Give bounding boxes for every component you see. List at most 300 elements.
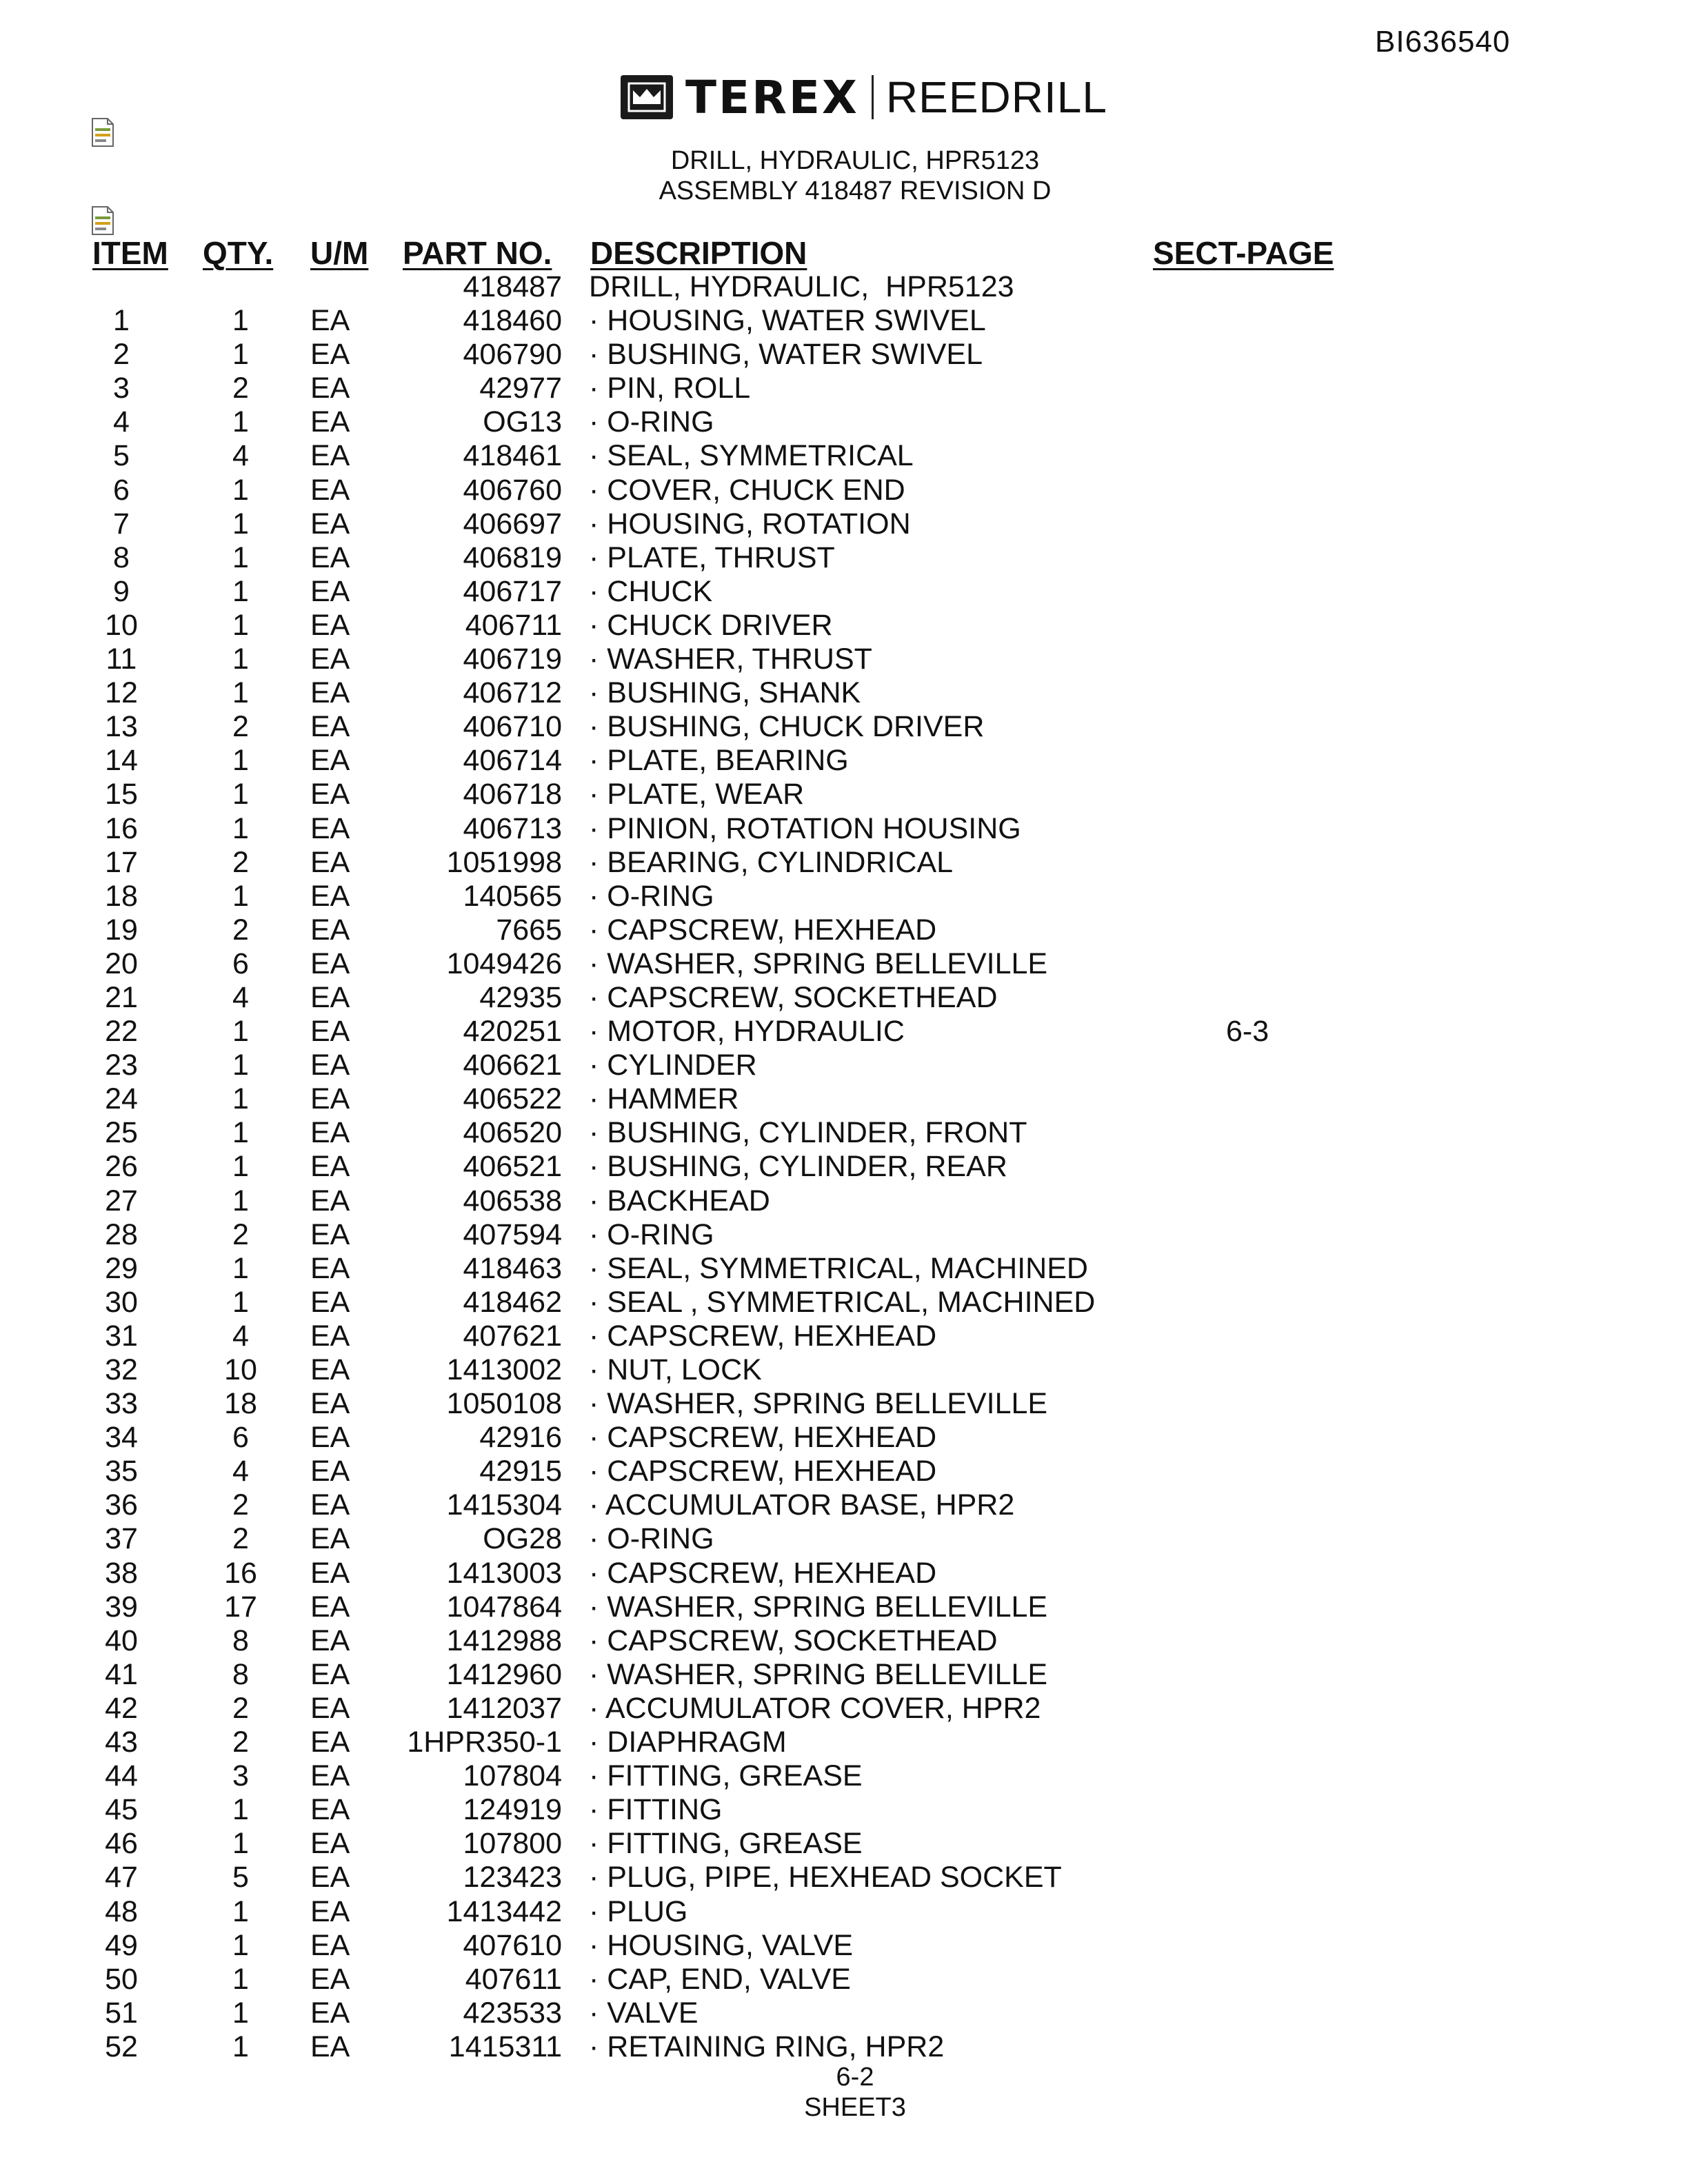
unit-of-measure: EA xyxy=(310,1861,350,1894)
item-number: 24 xyxy=(105,1082,138,1116)
part-number: 406713 xyxy=(463,811,562,845)
description: · BUSHING, WATER SWIVEL xyxy=(589,338,983,372)
table-row xyxy=(0,1624,1688,1658)
unit-of-measure: EA xyxy=(310,744,350,778)
document-link-icon[interactable] xyxy=(90,205,116,236)
part-number: 1415311 xyxy=(448,2030,562,2063)
quantity: 1 xyxy=(232,1793,249,1827)
description: · FITTING, GREASE xyxy=(589,1827,863,1861)
terex-crown-logo-icon xyxy=(621,75,673,119)
part-number: 406719 xyxy=(463,643,562,676)
description: · CAPSCREW, HEXHEAD xyxy=(589,913,937,947)
item-number: 10 xyxy=(105,608,138,642)
quantity: 17 xyxy=(224,1590,257,1624)
part-number: 1413003 xyxy=(446,1556,562,1590)
quantity: 1 xyxy=(232,473,249,507)
description: · BACKHEAD xyxy=(589,1184,770,1217)
unit-of-measure: EA xyxy=(310,540,350,574)
description: · ACCUMULATOR COVER, HPR2 xyxy=(589,1691,1041,1725)
unit-of-measure: EA xyxy=(310,1217,350,1251)
table-row xyxy=(0,913,1688,947)
part-number: 406712 xyxy=(463,676,562,710)
part-number: 418462 xyxy=(463,1285,562,1319)
quantity: 1 xyxy=(232,811,249,845)
part-number: 1HPR350-1 xyxy=(407,1726,562,1759)
description: · BUSHING, CYLINDER, FRONT xyxy=(589,1116,1027,1150)
description: · PLATE, BEARING xyxy=(589,744,849,778)
quantity: 2 xyxy=(232,372,249,405)
part-number: 418487 xyxy=(463,270,562,303)
quantity: 1 xyxy=(232,1251,249,1285)
table-row xyxy=(0,1252,1688,1286)
description: · CAP, END, VALVE xyxy=(589,1962,851,1996)
part-number: 107804 xyxy=(463,1759,562,1793)
table-row xyxy=(0,947,1688,981)
table-row xyxy=(0,609,1688,643)
logo-divider xyxy=(872,75,874,119)
part-number: 406538 xyxy=(463,1184,562,1217)
description: · PLATE, THRUST xyxy=(589,540,835,574)
item-number: 33 xyxy=(105,1387,138,1421)
part-number: 406710 xyxy=(463,710,562,744)
description: · SEAL , SYMMETRICAL, MACHINED xyxy=(589,1285,1096,1319)
item-number: 29 xyxy=(105,1251,138,1285)
table-row xyxy=(0,1963,1688,1996)
quantity: 2 xyxy=(232,1217,249,1251)
table-row xyxy=(0,474,1688,507)
item-number: 49 xyxy=(105,1928,138,1962)
unit-of-measure: EA xyxy=(310,643,350,676)
table-row xyxy=(0,812,1688,846)
quantity: 1 xyxy=(232,1150,249,1184)
unit-of-measure: EA xyxy=(310,1015,350,1049)
unit-of-measure: EA xyxy=(310,1251,350,1285)
quantity: 2 xyxy=(232,1691,249,1725)
quantity: 1 xyxy=(232,1996,249,2030)
item-number: 16 xyxy=(105,811,138,845)
terex-reedrill-logo xyxy=(621,70,1107,124)
description: · CYLINDER xyxy=(589,1049,757,1082)
unit-of-measure: EA xyxy=(310,1726,350,1759)
table-row xyxy=(0,1759,1688,1793)
part-number: 406790 xyxy=(463,338,562,372)
unit-of-measure: EA xyxy=(310,439,350,473)
table-row xyxy=(0,1590,1688,1624)
part-number: 42915 xyxy=(479,1455,562,1488)
description: · VALVE xyxy=(589,1996,699,2030)
unit-of-measure: EA xyxy=(310,304,350,338)
part-number: 107800 xyxy=(463,1827,562,1861)
part-number: 406819 xyxy=(463,540,562,574)
page-number: 6-2 xyxy=(836,2063,874,2092)
unit-of-measure: EA xyxy=(310,1421,350,1455)
unit-of-measure: EA xyxy=(310,1522,350,1556)
description: · MOTOR, HYDRAULIC xyxy=(589,1015,905,1049)
part-number: 123423 xyxy=(463,1861,562,1894)
table-row xyxy=(0,405,1688,439)
table-row xyxy=(0,1557,1688,1590)
description: · SEAL, SYMMETRICAL, MACHINED xyxy=(589,1251,1088,1285)
item-number: 46 xyxy=(105,1827,138,1861)
unit-of-measure: EA xyxy=(310,845,350,879)
item-number: 40 xyxy=(105,1624,138,1657)
description: · PLUG, PIPE, HEXHEAD SOCKET xyxy=(589,1861,1062,1894)
unit-of-measure: EA xyxy=(310,1455,350,1488)
item-number: 3 xyxy=(113,372,130,405)
quantity: 1 xyxy=(232,1928,249,1962)
table-row xyxy=(0,2030,1688,2064)
item-number: 1 xyxy=(113,304,130,338)
table-row xyxy=(0,981,1688,1015)
table-row xyxy=(0,1455,1688,1488)
item-number: 28 xyxy=(105,1217,138,1251)
unit-of-measure: EA xyxy=(310,1082,350,1116)
table-row xyxy=(0,1150,1688,1184)
description: · WASHER, SPRING BELLEVILLE xyxy=(589,1657,1048,1691)
logo-sub-text: REEDRILL xyxy=(885,72,1107,122)
item-number: 39 xyxy=(105,1590,138,1624)
description: · CAPSCREW, HEXHEAD xyxy=(589,1319,937,1353)
part-number: 406718 xyxy=(463,778,562,811)
unit-of-measure: EA xyxy=(310,980,350,1014)
table-row xyxy=(0,1996,1688,2030)
item-number: 44 xyxy=(105,1759,138,1793)
item-number: 41 xyxy=(105,1657,138,1691)
part-number: 1413002 xyxy=(446,1353,562,1386)
column-header-item: ITEM xyxy=(92,235,168,271)
part-number: 1413442 xyxy=(446,1894,562,1928)
table-row xyxy=(0,507,1688,541)
quantity: 1 xyxy=(232,1082,249,1116)
part-number: 406760 xyxy=(463,473,562,507)
item-number: 9 xyxy=(113,574,130,608)
unit-of-measure: EA xyxy=(310,574,350,608)
item-number: 21 xyxy=(105,980,138,1014)
quantity: 2 xyxy=(232,845,249,879)
quantity: 6 xyxy=(232,1421,249,1455)
quantity: 5 xyxy=(232,1861,249,1894)
item-number: 18 xyxy=(105,879,138,913)
quantity: 1 xyxy=(232,507,249,540)
unit-of-measure: EA xyxy=(310,1928,350,1962)
unit-of-measure: EA xyxy=(310,1353,350,1386)
unit-of-measure: EA xyxy=(310,2030,350,2063)
table-row xyxy=(0,1184,1688,1218)
item-number: 47 xyxy=(105,1861,138,1894)
item-number: 50 xyxy=(105,1962,138,1996)
unit-of-measure: EA xyxy=(310,1116,350,1150)
quantity: 1 xyxy=(232,338,249,372)
item-number: 14 xyxy=(105,744,138,778)
quantity: 1 xyxy=(232,1116,249,1150)
unit-of-measure: EA xyxy=(310,473,350,507)
part-number: 407621 xyxy=(463,1319,562,1353)
part-number: 418461 xyxy=(463,439,562,473)
part-number: 42935 xyxy=(479,980,562,1014)
table-row xyxy=(0,575,1688,609)
quantity: 1 xyxy=(232,1184,249,1217)
part-number: OG13 xyxy=(483,405,562,439)
description: · WASHER, THRUST xyxy=(589,643,872,676)
table-row xyxy=(0,1116,1688,1150)
quantity: 2 xyxy=(232,1522,249,1556)
quantity: 1 xyxy=(232,608,249,642)
part-number: 406621 xyxy=(463,1049,562,1082)
column-header-description: DESCRIPTION xyxy=(590,235,807,271)
table-row xyxy=(0,1218,1688,1252)
table-row xyxy=(0,880,1688,913)
unit-of-measure: EA xyxy=(310,405,350,439)
unit-of-measure: EA xyxy=(310,1319,350,1353)
part-number: 1415304 xyxy=(446,1488,562,1522)
unit-of-measure: EA xyxy=(310,1996,350,2030)
unit-of-measure: EA xyxy=(310,1285,350,1319)
item-number: 42 xyxy=(105,1691,138,1725)
table-row xyxy=(0,1082,1688,1116)
unit-of-measure: EA xyxy=(310,1894,350,1928)
part-number: 1412988 xyxy=(446,1624,562,1657)
item-number: 38 xyxy=(105,1556,138,1590)
description: · HOUSING, WATER SWIVEL xyxy=(589,304,986,338)
part-number: 140565 xyxy=(463,879,562,913)
item-number: 22 xyxy=(105,1015,138,1049)
unit-of-measure: EA xyxy=(310,1624,350,1657)
table-row xyxy=(0,1861,1688,1894)
document-id: BI636540 xyxy=(1375,25,1511,59)
part-number: 1049426 xyxy=(446,947,562,980)
quantity: 8 xyxy=(232,1657,249,1691)
part-number: 7665 xyxy=(496,913,562,947)
document-link-icon[interactable] xyxy=(90,117,116,148)
quantity: 4 xyxy=(232,980,249,1014)
unit-of-measure: EA xyxy=(310,1827,350,1861)
description: · CHUCK DRIVER xyxy=(589,608,833,642)
description: DRILL, HYDRAULIC, HPR5123 xyxy=(589,270,1014,303)
item-number: 12 xyxy=(105,676,138,710)
quantity: 6 xyxy=(232,947,249,980)
part-number: 42916 xyxy=(479,1421,562,1455)
description: · CAPSCREW, HEXHEAD xyxy=(589,1421,937,1455)
table-row xyxy=(0,1895,1688,1929)
quantity: 2 xyxy=(232,710,249,744)
item-number: 36 xyxy=(105,1488,138,1522)
quantity: 1 xyxy=(232,879,249,913)
quantity: 1 xyxy=(232,744,249,778)
unit-of-measure: EA xyxy=(310,1049,350,1082)
quantity: 4 xyxy=(232,1455,249,1488)
item-number: 31 xyxy=(105,1319,138,1353)
table-row xyxy=(0,1049,1688,1082)
table-row xyxy=(0,1353,1688,1387)
part-number: 407594 xyxy=(463,1217,562,1251)
table-row xyxy=(0,1793,1688,1827)
description: · RETAINING RING, HPR2 xyxy=(589,2030,945,2063)
part-number: 1051998 xyxy=(446,845,562,879)
description: · NUT, LOCK xyxy=(589,1353,762,1386)
part-number: 1050108 xyxy=(446,1387,562,1421)
quantity: 1 xyxy=(232,540,249,574)
part-number: 423533 xyxy=(463,1996,562,2030)
part-number: 407611 xyxy=(465,1962,562,1996)
parts-table xyxy=(0,270,1688,2064)
description: · O-RING xyxy=(589,879,714,913)
quantity: 2 xyxy=(232,1488,249,1522)
unit-of-measure: EA xyxy=(310,1657,350,1691)
description: · ACCUMULATOR BASE, HPR2 xyxy=(589,1488,1015,1522)
unit-of-measure: EA xyxy=(310,338,350,372)
description: · HOUSING, VALVE xyxy=(589,1928,854,1962)
table-row xyxy=(0,744,1688,778)
item-number: 27 xyxy=(105,1184,138,1217)
column-header-sect-page: SECT-PAGE xyxy=(1153,235,1334,271)
unit-of-measure: EA xyxy=(310,1387,350,1421)
quantity: 1 xyxy=(232,1894,249,1928)
table-row xyxy=(0,1827,1688,1861)
quantity: 1 xyxy=(232,1015,249,1049)
item-number: 37 xyxy=(105,1522,138,1556)
quantity: 8 xyxy=(232,1624,249,1657)
description: · CHUCK xyxy=(589,574,713,608)
table-row xyxy=(0,1929,1688,1963)
unit-of-measure: EA xyxy=(310,1184,350,1217)
unit-of-measure: EA xyxy=(310,913,350,947)
part-number: 418460 xyxy=(463,304,562,338)
table-row xyxy=(0,1692,1688,1726)
item-number: 8 xyxy=(113,540,130,574)
table-row xyxy=(0,676,1688,710)
part-number: 1412037 xyxy=(446,1691,562,1725)
part-number: 42977 xyxy=(479,372,562,405)
description: · BUSHING, CYLINDER, REAR xyxy=(589,1150,1007,1184)
unit-of-measure: EA xyxy=(310,1150,350,1184)
description: · PINION, ROTATION HOUSING xyxy=(589,811,1021,845)
document-subtitle: ASSEMBLY 418487 REVISION D xyxy=(659,176,1052,205)
unit-of-measure: EA xyxy=(310,811,350,845)
table-row xyxy=(0,1658,1688,1692)
table-row xyxy=(0,778,1688,811)
description: · HOUSING, ROTATION xyxy=(589,507,911,540)
description: · BUSHING, CHUCK DRIVER xyxy=(589,710,985,744)
item-number: 20 xyxy=(105,947,138,980)
item-number: 52 xyxy=(105,2030,138,2063)
part-number: 1047864 xyxy=(446,1590,562,1624)
part-number: 406520 xyxy=(463,1116,562,1150)
table-row xyxy=(0,846,1688,880)
quantity: 10 xyxy=(224,1353,257,1386)
table-row xyxy=(0,439,1688,473)
description: · BUSHING, SHANK xyxy=(589,676,861,710)
part-number: 406522 xyxy=(463,1082,562,1116)
item-number: 7 xyxy=(113,507,130,540)
description: · FITTING, GREASE xyxy=(589,1759,863,1793)
item-number: 35 xyxy=(105,1455,138,1488)
quantity: 1 xyxy=(232,1962,249,1996)
item-number: 48 xyxy=(105,1894,138,1928)
unit-of-measure: EA xyxy=(310,1556,350,1590)
table-row xyxy=(0,1488,1688,1522)
description: · CAPSCREW, SOCKETHEAD xyxy=(589,1624,998,1657)
description: · PLATE, WEAR xyxy=(589,778,805,811)
table-row xyxy=(0,710,1688,744)
quantity: 16 xyxy=(224,1556,257,1590)
quantity: 1 xyxy=(232,1285,249,1319)
table-row xyxy=(0,304,1688,338)
quantity: 1 xyxy=(232,676,249,710)
quantity: 2 xyxy=(232,1726,249,1759)
column-header-part-no: PART NO. xyxy=(403,235,552,271)
part-number: 418463 xyxy=(463,1251,562,1285)
description: · DIAPHRAGM xyxy=(589,1726,787,1759)
part-number: 406697 xyxy=(463,507,562,540)
quantity: 4 xyxy=(232,1319,249,1353)
table-row xyxy=(0,541,1688,575)
table-row xyxy=(0,1522,1688,1556)
description: · CAPSCREW, HEXHEAD xyxy=(589,1455,937,1488)
sheet-label: SHEET3 xyxy=(804,2093,906,2122)
table-row xyxy=(0,1320,1688,1353)
quantity: 1 xyxy=(232,1827,249,1861)
item-number: 30 xyxy=(105,1285,138,1319)
unit-of-measure: EA xyxy=(310,947,350,980)
quantity: 1 xyxy=(232,2030,249,2063)
description: · SEAL, SYMMETRICAL xyxy=(589,439,914,473)
item-number: 23 xyxy=(105,1049,138,1082)
description: · CAPSCREW, SOCKETHEAD xyxy=(589,980,998,1014)
quantity: 1 xyxy=(232,304,249,338)
part-number: 420251 xyxy=(463,1015,562,1049)
quantity: 4 xyxy=(232,439,249,473)
table-row xyxy=(0,1286,1688,1320)
part-number: 406521 xyxy=(463,1150,562,1184)
table-row xyxy=(0,643,1688,676)
description: · PLUG xyxy=(589,1894,688,1928)
unit-of-measure: EA xyxy=(310,1590,350,1624)
item-number: 45 xyxy=(105,1793,138,1827)
assembly-row xyxy=(0,270,1688,304)
logo-brand-text: TEREX xyxy=(685,70,859,124)
document-title: DRILL, HYDRAULIC, HPR5123 xyxy=(670,146,1040,175)
item-number: 51 xyxy=(105,1996,138,2030)
quantity: 18 xyxy=(224,1387,257,1421)
table-row xyxy=(0,1015,1688,1049)
description: · O-RING xyxy=(589,405,714,439)
table-row xyxy=(0,372,1688,405)
table-row xyxy=(0,1726,1688,1759)
item-number: 6 xyxy=(113,473,130,507)
unit-of-measure: EA xyxy=(310,1759,350,1793)
item-number: 17 xyxy=(105,845,138,879)
item-number: 32 xyxy=(105,1353,138,1386)
description: · O-RING xyxy=(589,1217,714,1251)
unit-of-measure: EA xyxy=(310,1488,350,1522)
unit-of-measure: EA xyxy=(310,676,350,710)
unit-of-measure: EA xyxy=(310,507,350,540)
item-number: 19 xyxy=(105,913,138,947)
description: · COVER, CHUCK END xyxy=(589,473,905,507)
item-number: 43 xyxy=(105,1726,138,1759)
item-number: 11 xyxy=(106,643,137,676)
item-number: 5 xyxy=(113,439,130,473)
part-number: 406711 xyxy=(465,608,562,642)
table-row xyxy=(0,1387,1688,1421)
part-number: 406714 xyxy=(463,744,562,778)
part-number: OG28 xyxy=(483,1522,562,1556)
description: · BEARING, CYLINDRICAL xyxy=(589,845,954,879)
description: · PIN, ROLL xyxy=(589,372,751,405)
quantity: 3 xyxy=(232,1759,249,1793)
quantity: 1 xyxy=(232,778,249,811)
part-number: 1412960 xyxy=(446,1657,562,1691)
